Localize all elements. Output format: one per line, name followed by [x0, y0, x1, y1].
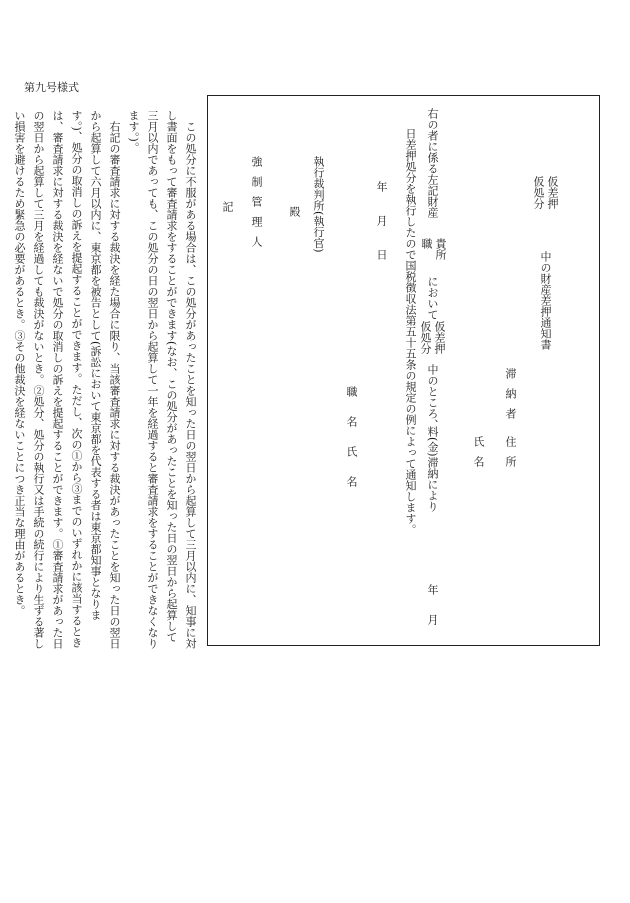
body-line-1-part-1: 右の者に係る左記財産: [426, 108, 439, 218]
notice-frame: [207, 95, 600, 646]
recipient-name-label: 氏名: [472, 436, 485, 476]
appeal-note-1: この処分に不服がある場合は、この処分があったことを知った日の翌日から起算して三月以内に、知事に対し書面をもって審査請求をすることができます(なお、この処分があったことを知った日の翌日から起算して三月以内であっても、この処分の日の翌日から起算して一年を経過すると審査請求をすることができなくなります。)。: [127, 110, 197, 649]
office-option-your-office: 貴所: [434, 238, 447, 260]
title-option-provisional-disposition: 仮処分: [532, 176, 545, 209]
body-option-provisional-attachment: 仮差押: [433, 321, 446, 354]
body-line-2: 日差押処分を執行したので国税徴収法第五十五条の規定の例によって通知します。: [404, 128, 417, 535]
form-number-label: 第九号様式: [24, 81, 79, 94]
appeal-instructions: [13, 110, 200, 650]
record-label: 記: [221, 201, 234, 212]
title-option-provisional-attachment: 仮差押: [546, 176, 559, 209]
issue-date-placeholder: 年 月 日: [375, 181, 388, 266]
compulsory-manager-label: 強制管理人: [250, 156, 263, 256]
body-line-1-part-5: 中のところ、: [426, 364, 439, 430]
body-month-label: 月: [426, 614, 439, 625]
body-year-label: 年: [426, 584, 439, 595]
honorific-dono: 殿: [288, 206, 301, 217]
office-options: [420, 238, 448, 274]
issuer-title-name-label: 職 名 氏 名: [345, 386, 358, 491]
body-line-1-part-6: 料(金)滞納により: [426, 426, 439, 512]
body-option-provisional-disposition: 仮処分: [419, 321, 432, 354]
recipient-address-label: 住所: [504, 436, 517, 476]
office-option-staff: 職: [420, 238, 433, 249]
document-title: 中の財産差押通知書: [539, 251, 552, 350]
enforcement-court-label: 執行裁判所(執行官): [312, 156, 325, 253]
body-line-1-part-3: において: [426, 276, 439, 320]
appeal-note-2: 右記の審査請求に対する裁決を経た場合に限り、当該審査請求に対する裁決があったことを知った日の翌日から起算して六月以内に、東京都を被告として(訴訟において東京都を代表する者は東京都知事となります。)、処分の取消しの訴えを提起することができます。ただし、次の①から③までのいずれかに該当するときは、審査請求に対する裁決を経ないで処分の取消しの訴えを提起することができます。①審査請求があった日の翌日から起算して三月を経過しても裁決がないとき。②処分、処分の執行又は手続の続行により生ずる著しい損害を避けるため緊急の必要があるとき。③その他裁決を経ないことにつき正当な理由があるとき。: [13, 110, 121, 649]
delinquent-taxpayer-label: 滞納者: [504, 368, 517, 428]
